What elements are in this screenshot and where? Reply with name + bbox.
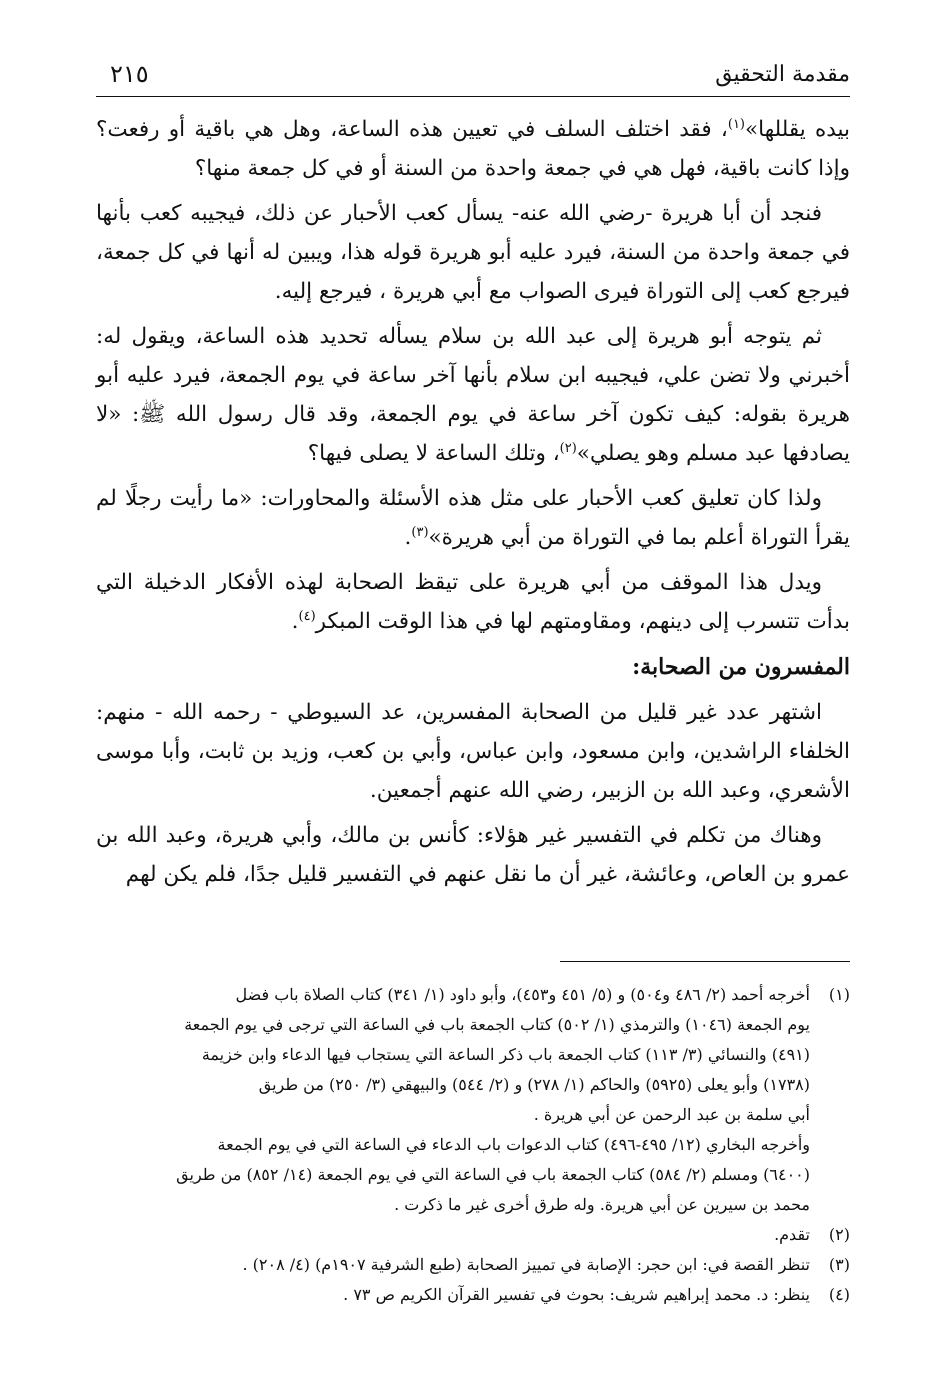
paragraph-6: اشتهر عدد غير قليل من الصحابة المفسرين، عد السيوطي - رحمه الله - منهم: الخلفاء الراشدين، وابن مسعود، وابن عباس، وأبي بن كعب، وزيد بن ثابت، وأبا موسى الأشعري، وعبد الله بن الزبير، رضي الله عنهم أجمعين.: [96, 700, 850, 803]
paragraph-4-rest: .: [404, 525, 412, 550]
footnote-1b-text: [96, 1130, 810, 1220]
paragraph-1: [96, 110, 850, 188]
running-header: [96, 52, 850, 97]
paragraph-4-text: ولذا كان تعليق كعب الأحبار على مثل هذه الأسئلة والمحاورات: «ما رأيت رجلًا لم يقرأ التوراة أعلم بما في التوراة من أبي هريرة»: [96, 486, 850, 550]
footnote-2-number: (٢): [828, 1225, 850, 1244]
paragraph-7: وهناك من تكلم في التفسير غير هؤلاء: كأنس بن مالك، وأبي هريرة، وعبد الله بن عمرو بن العاص، وعائشة، غير أن ما نقل عنهم في التفسير قليل جدًا، فلم يكن لهم: [96, 823, 850, 887]
footnote-3-number: (٣): [828, 1255, 850, 1274]
footnote-1b-line: (٦٤٠٠) ومسلم (٢/ ٥٨٤) كتاب الجمعة باب في الساعة التي في يوم الجمعة (١٤/ ٨٥٢) من طريق: [176, 1165, 810, 1184]
paragraph-2: فنجد أن أبا هريرة -رضي الله عنه- يسأل كعب الأحبار عن ذلك، فيجيبه كعب بأنها في جمعة واحدة من السنة، فيرد عليه أبو هريرة قوله هذا، ويبين له أنها في كل جمعة، فيرجع كعب إلى التوراة فيرى الصواب مع أبي هريرة ، فيرجع إليه.: [96, 201, 850, 304]
paragraph-1-rest: ، فقد اختلف السلف في تعيين هذه الساعة، وهل هي باقية أو رفعت؟ وإذا كانت باقية، فهل هي في جمعة واحدة من السنة أو في كل جمعة منها؟: [96, 117, 850, 181]
footnote-separator: [560, 961, 850, 962]
footnote-ref-2: (٢): [559, 441, 577, 456]
footnote-4: [96, 1280, 850, 1310]
footnote-1-line: (١٧٣٨) وأبو يعلى (٥٩٢٥) والحاكم (١/ ٢٧٨) و (٢/ ٥٤٤) والبيهقي (٣/ ٢٥٠) من طريق: [258, 1075, 810, 1094]
footnote-1-continued: [96, 1130, 850, 1220]
footnote-1b-line: محمد بن سيرين عن أبي هريرة. وله طرق أخرى غير ما ذكرت .: [394, 1195, 810, 1214]
footnote-2-text: تقدم.: [774, 1225, 810, 1244]
footnote-3: [96, 1250, 850, 1280]
paragraph-3-text: ثم يتوجه أبو هريرة إلى عبد الله بن سلام يسأله تحديد هذه الساعة، ويقول له: أخبرني ولا تضن علي، فيجيبه ابن سلام بأنها آخر ساعة في يوم الجمعة، فيرد عليه أبو هريرة بقوله: كيف تكون آخر ساعة في يوم الجمعة، وقد قال رسول الله ﷺ: «لا يصادفها عبد مسلم وهو يصلي»: [96, 324, 850, 466]
footnote-ref-3: (٣): [411, 525, 429, 540]
footnote-1-line: أخرجه أحمد (٢/ ٤٨٦ و٥٠٤) و (٥/ ٤٥١ و٤٥٣)، وأبو داود (١/ ٣٤١) كتاب الصلاة باب فضل: [235, 985, 810, 1004]
paragraph-5: [96, 563, 850, 641]
paragraph-3-rest: ، وتلك الساعة لا يصلى فيها؟: [307, 441, 560, 466]
footnote-1-indent: [810, 1130, 850, 1220]
footnote-1-line: (٤٩١) والنسائي (٣/ ١١٣) كتاب الجمعة باب ذكر الساعة التي يستجاب فيها الدعاء وابن خزيمة: [201, 1045, 810, 1064]
footnote-4-text: ينظر: د. محمد إبراهيم شريف: بحوث في تفسير القرآن الكريم ص ٧٣ .: [343, 1285, 810, 1304]
paragraph-3: [96, 317, 850, 473]
footnotes: [96, 980, 850, 1310]
page-number: ٢١٥: [110, 60, 149, 88]
footnote-1-text: [96, 980, 810, 1130]
paragraph-1-text: بيده يقللها»: [745, 117, 850, 142]
paragraph-4: [96, 479, 850, 557]
footnote-1b-line: وأخرجه البخاري (١٢/ ٤٩٥-٤٩٦) كتاب الدعوات باب الدعاء في الساعة التي في يوم الجمعة: [217, 1135, 810, 1154]
footnote-3-text: تنظر القصة في: ابن حجر: الإصابة في تمييز الصحابة (طبع الشرفية ١٩٠٧م) (٤/ ٢٠٨) .: [242, 1255, 810, 1274]
footnote-2: [96, 1220, 850, 1250]
footnote-1-number: (١): [828, 985, 850, 1004]
paragraph-5-text: ويدل هذا الموقف من أبي هريرة على تيقظ الصحابة لهذه الأفكار الدخيلة التي بدأت تتسرب إلى دينهم، ومقاومتهم لها في هذا الوقت المبكر: [96, 570, 850, 634]
footnote-1-line: يوم الجمعة (١٠٤٦) والترمذي (١/ ٥٠٢) كتاب الجمعة باب في الساعة التي ترجى في يوم الجمعة: [184, 1015, 810, 1034]
running-title: مقدمة التحقيق: [715, 62, 850, 87]
main-text: [96, 110, 850, 900]
section-heading: المفسرون من الصحابة:: [632, 654, 850, 680]
footnote-1-line: أبي سلمة بن عبد الرحمن عن أبي هريرة .: [533, 1105, 810, 1124]
paragraph-5-rest: .: [291, 609, 299, 634]
footnote-1: [96, 980, 850, 1130]
footnote-4-number: (٤): [828, 1285, 850, 1304]
footnote-ref-4: (٤): [298, 609, 316, 624]
footnote-ref-1: (١): [727, 117, 745, 132]
